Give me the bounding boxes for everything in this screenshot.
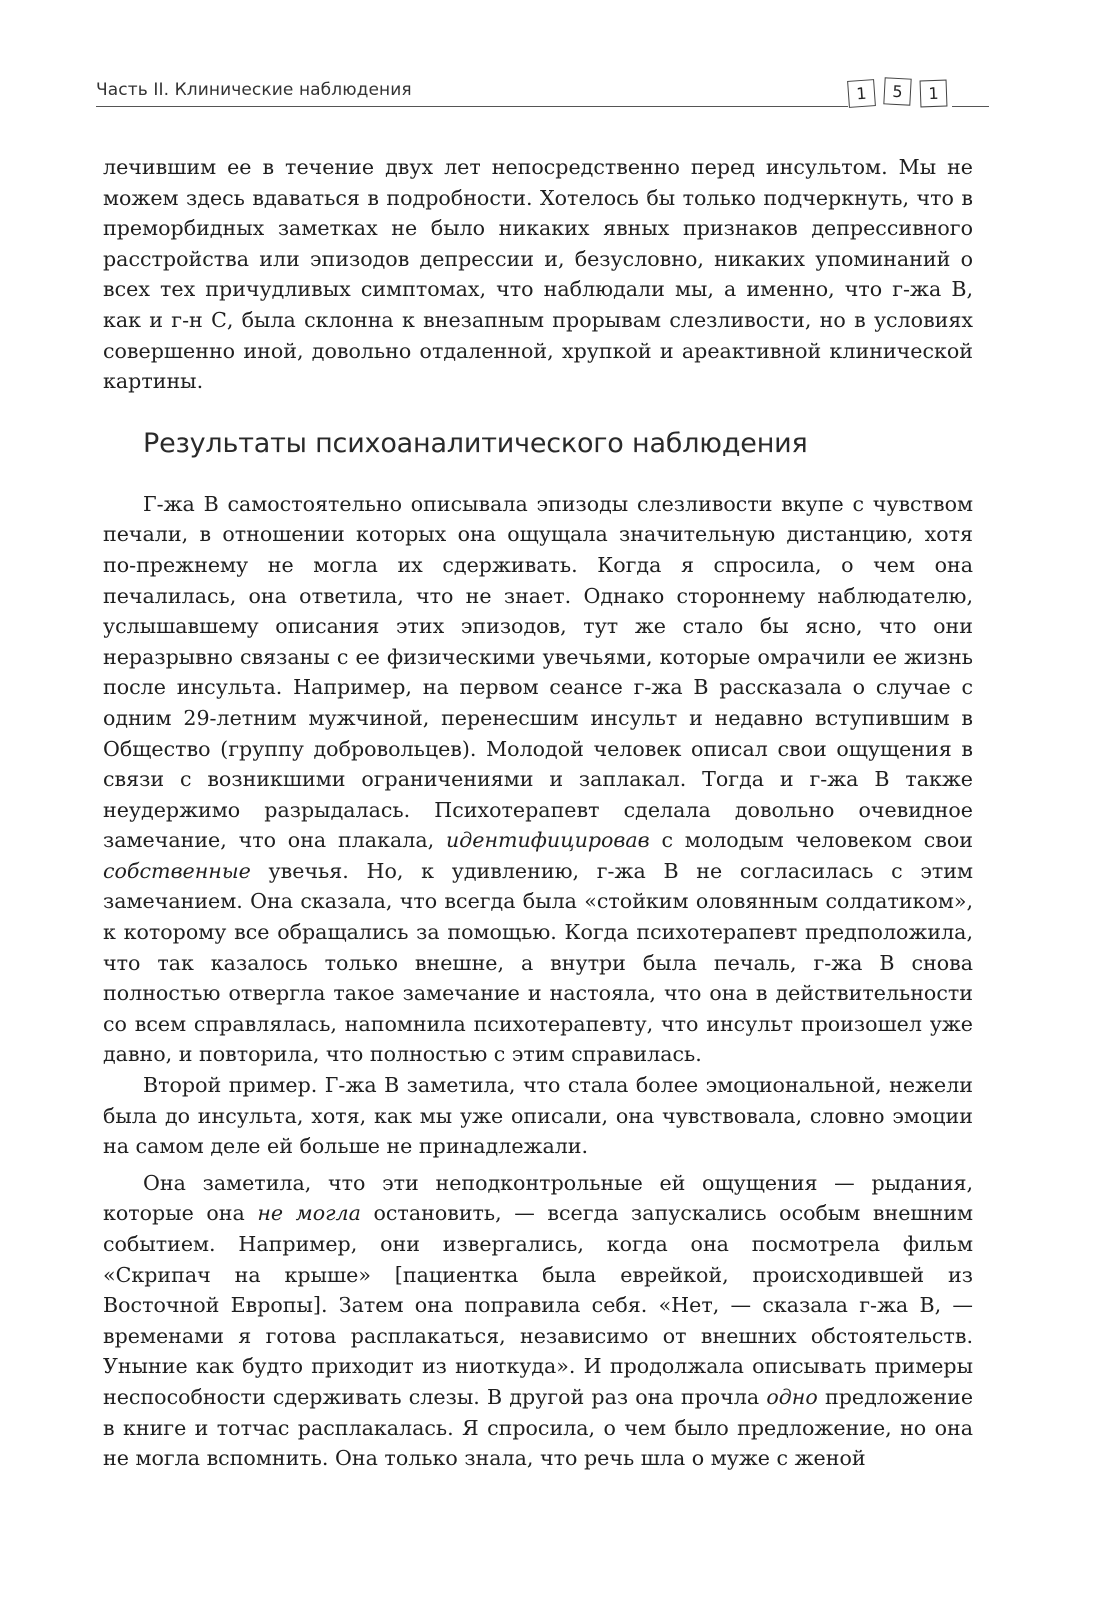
paragraph xyxy=(103,489,973,1070)
header-rule xyxy=(96,106,848,107)
emphasis: собственные xyxy=(103,858,251,883)
page-number-digit: 5 xyxy=(883,77,911,105)
emphasis: одно xyxy=(766,1384,818,1409)
text-run: остановить, — всегда запускались особым внешним событием. Например, они извергались, когда она посмотрела фильм «Скрипач на крыше» [пациентка была еврейкой, происходившей из Восточной Европы]. Затем она поправила себя. «Нет, — сказала г-жа В, — временами я готова расплакаться, независимо от внешних обстоятельств. Уныние как будто приходит из ниоткуда». И продолжала описывать примеры неспособности сдерживать слезы. В другой раз она прочла xyxy=(103,1201,973,1409)
paragraph xyxy=(103,1168,973,1474)
section-heading: Результаты психоаналитического наблюдения xyxy=(143,427,808,459)
page-body xyxy=(103,152,973,1474)
paragraph: лечившим ее в течение двух лет непосредственно перед инсультом. Мы не можем здесь вдаваться в подробности. Хотелось бы только подчеркнуть, что в преморбидных заметках не было никаких явных признаков депрессивного расстройства или эпизодов депрессии и, безусловно, никаких упоминаний о всех тех причудливых симптомах, что наблюдали мы, а именно, что г-жа В, как и г-н С, была склонна к внезапным прорывам слезливости, но в условиях совершенно иной, довольно отдаленной, хрупкой и ареактивной клинической картины. xyxy=(103,155,973,394)
page-number-digit: 1 xyxy=(920,80,948,108)
header-rule-tail xyxy=(952,106,989,107)
page-header xyxy=(96,70,989,130)
emphasis: идентифицировав xyxy=(445,828,650,853)
page-number-digit: 1 xyxy=(847,79,876,108)
running-head: Часть II. Клинические наблюдения xyxy=(96,80,412,100)
emphasis: не могла xyxy=(257,1201,361,1226)
text-run: предложение в книге и тотчас расплакалась. Я спросила, о чем было предложение, но она не могла вспомнить. Она только знала, что речь шла о муже с женой xyxy=(103,1384,974,1471)
text-run: Она заметила, что эти неподконтрольные ей ощущения — рыдания, которые она xyxy=(103,1170,973,1226)
text-run: увечья. Но, к удивлению, г-жа В не согласилась с этим замечанием. Она сказала, что всегда была «стойким оловянным солдатиком», к которому все обращались за помощью. Когда психотерапевт предположила, что так казалось только внешне, а внутри была печаль, г-жа В снова полностью отвергла такое замечание и настояла, что она в действительности со всем справлялась, напомнила психотерапевту, что инсульт произошел уже давно, и повторила, что полностью с этим справилась. xyxy=(103,858,973,1067)
text-run: с молодым человеком свои xyxy=(649,828,973,853)
paragraph: Второй пример. Г-жа В заметила, что стала более эмоциональной, нежели была до инсульта, хотя, как мы уже описали, она чувствовала, словно эмоции на самом деле ей больше не принадлежали. xyxy=(103,1073,973,1159)
text-run: Г-жа В самостоятельно описывала эпизоды слезливости вкупе с чувством печали, в отношении которых она ощущала значительную дистанцию, хотя по-прежнему не могла их сдерживать. Когда я спросила, о чем она печалилась, она ответила, что не знает. Однако стороннему наблюдателю, услышавшему описания этих эпизодов, тут же стало бы ясно, что они неразрывно связаны с ее физическими увечьями, которые омрачили ее жизнь после инсульта. Например, на первом сеансе г-жа В рассказала о случае с одним 29-летним мужчиной, перенесшим инсульт и недавно вступившим в Общество (группу добровольцев). Молодой человек описал свои ощущения в связи с возникшими ограничениями и заплакал. Тогда и г-жа В также неудержимо разрыдалась. Психотерапевт сделала довольно очевидное замечание, что она плакала, xyxy=(103,491,973,853)
